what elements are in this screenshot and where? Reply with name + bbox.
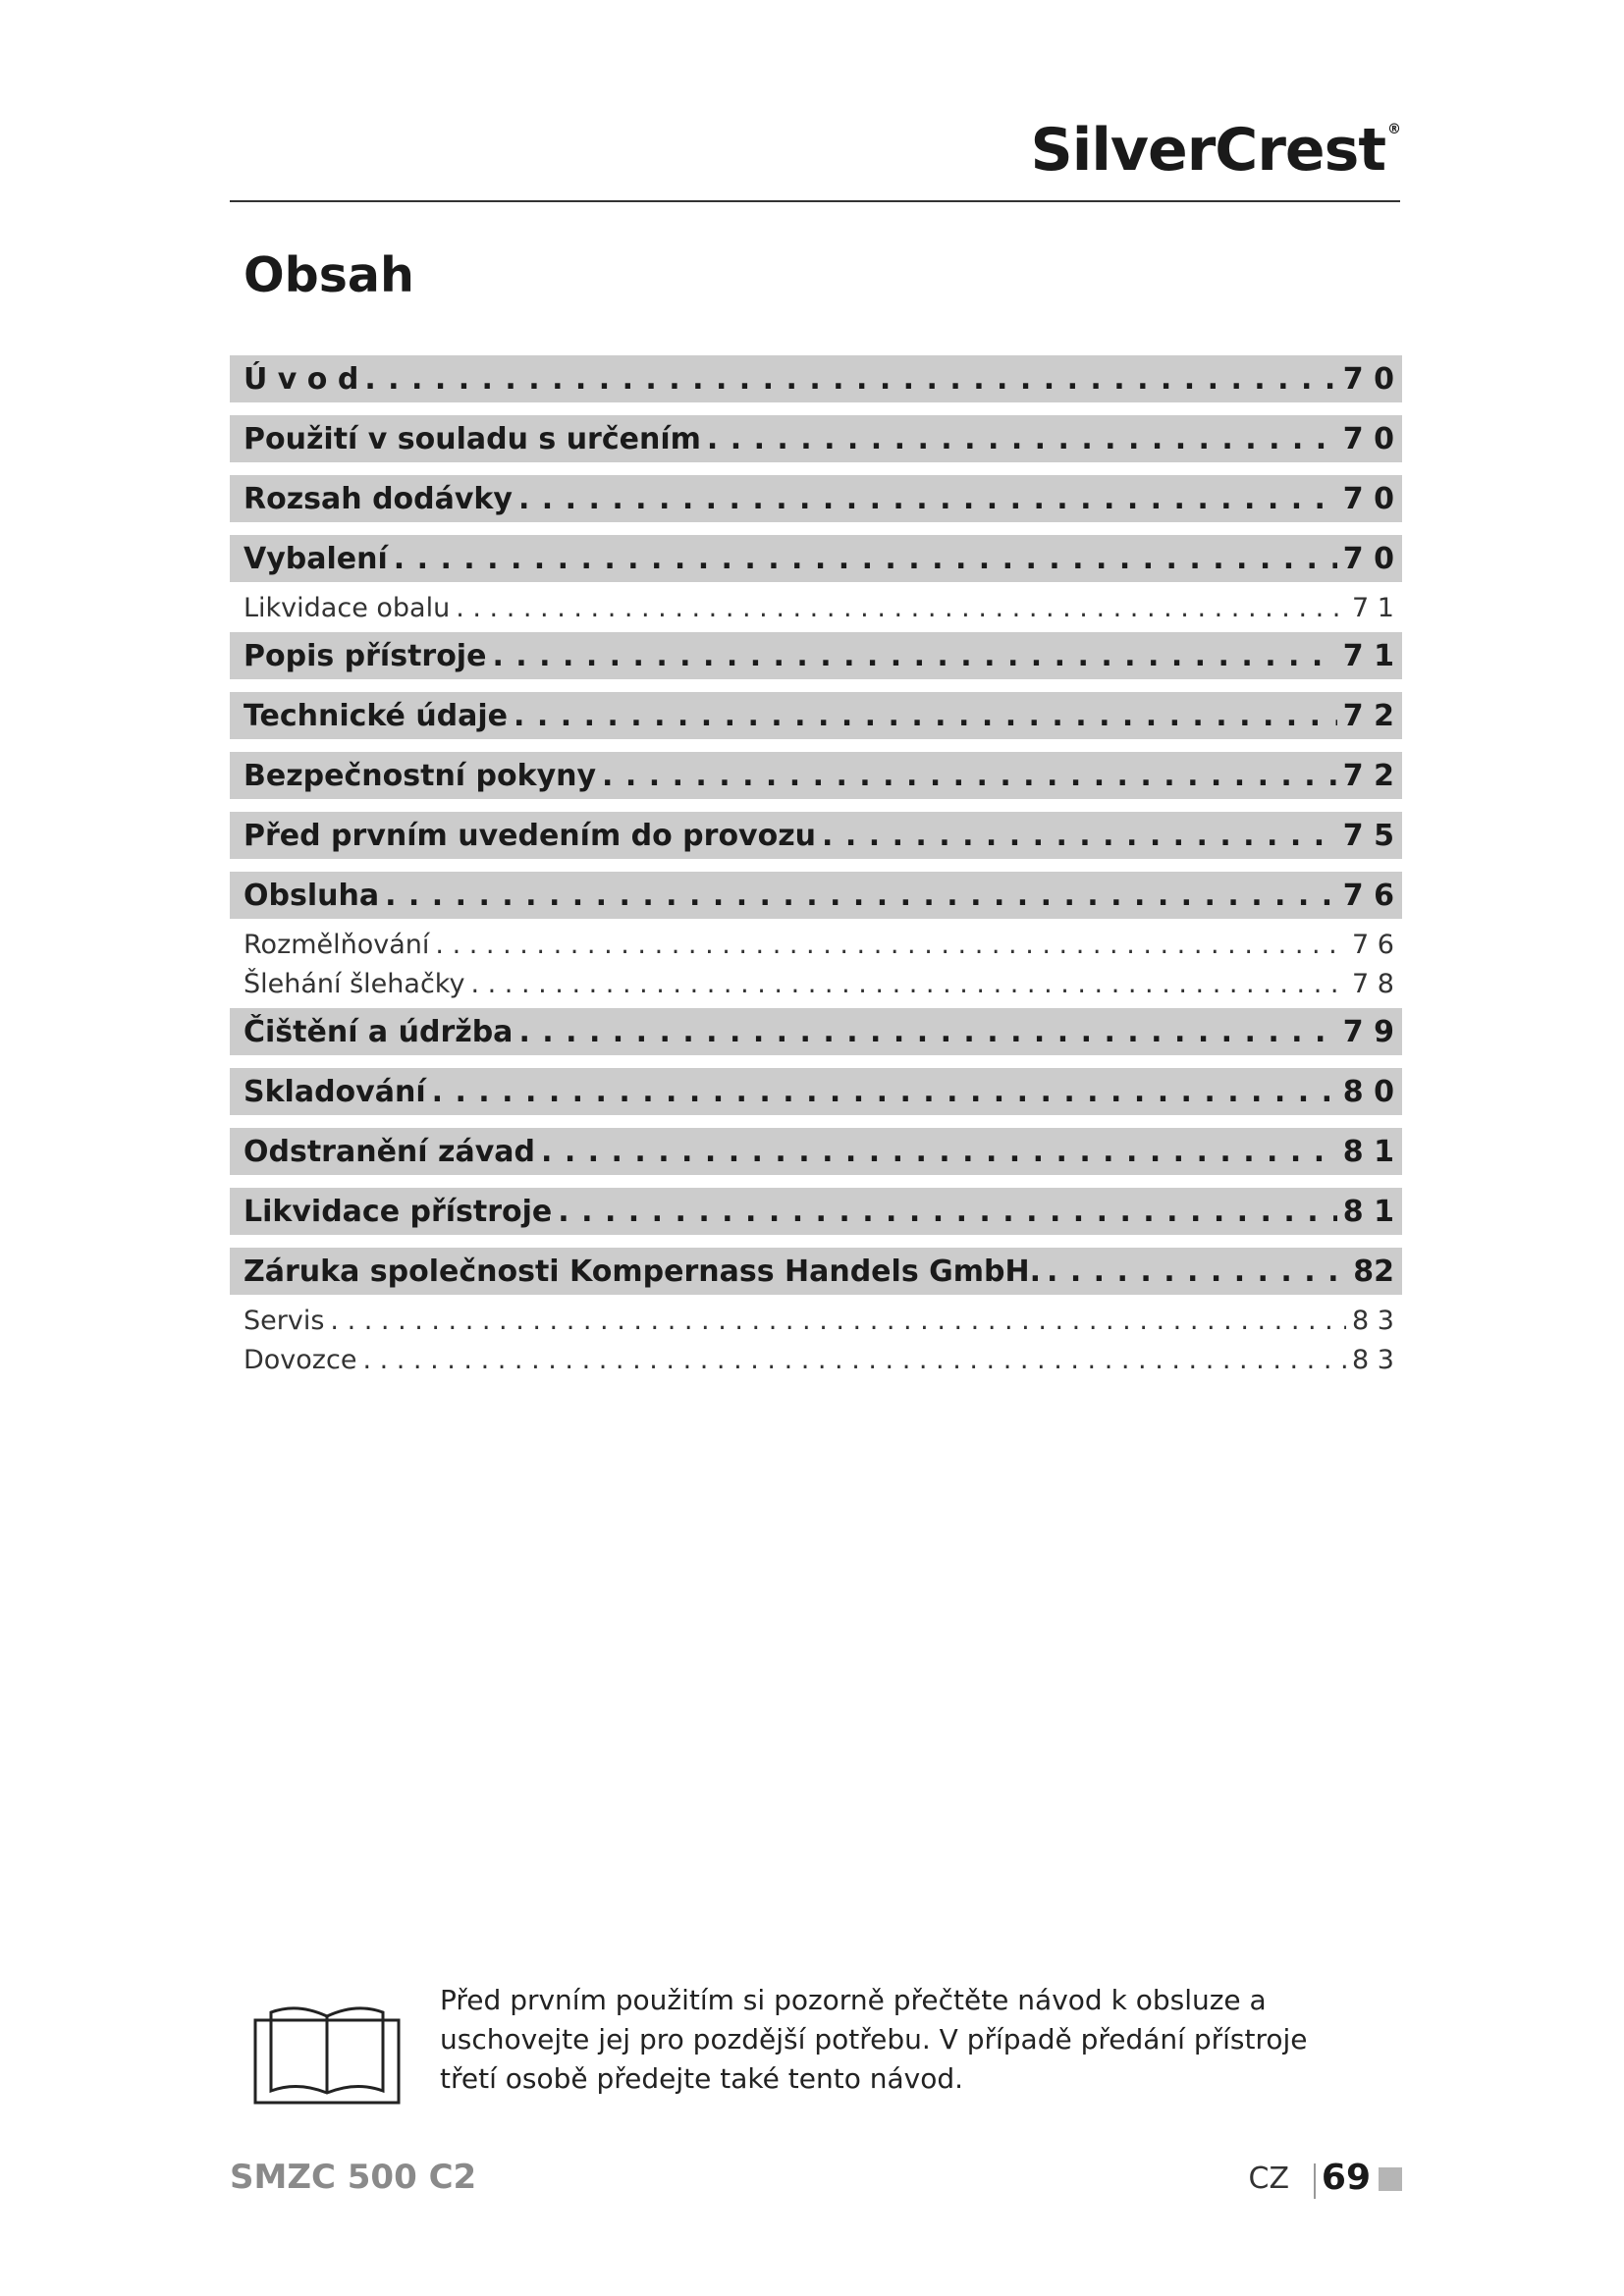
dot-leader	[492, 639, 1336, 673]
dot-leader	[362, 1345, 1346, 1375]
toc-entry-label: Šlehání šlehačky	[244, 968, 465, 999]
dot-leader	[541, 1135, 1337, 1169]
toc-entry-label: Vybalení	[244, 541, 388, 576]
toc-entry-label: Dovozce	[244, 1344, 357, 1375]
toc-entry-page: 8 0	[1342, 1074, 1394, 1109]
toc-entry-label: Odstranění závad	[244, 1134, 535, 1169]
toc-entry[interactable]	[230, 475, 1402, 522]
toc-entry[interactable]	[230, 872, 1402, 919]
dot-leader	[518, 482, 1337, 516]
toc-entry-page: 7 0	[1342, 421, 1394, 456]
page-footer	[230, 2158, 1402, 2207]
toc-entry-page: 7 6	[1342, 878, 1394, 913]
open-book-icon	[253, 1991, 401, 2105]
model-number: SMZC 500 C2	[230, 2158, 477, 2197]
notice-box	[253, 1981, 1402, 2113]
toc-entry-page: 7 9	[1342, 1014, 1394, 1049]
toc-subentry[interactable]	[230, 926, 1402, 963]
dot-leader	[1047, 1255, 1347, 1289]
registered-mark: ®	[1387, 122, 1400, 137]
toc-entry[interactable]	[230, 535, 1402, 582]
toc-entry[interactable]	[230, 1008, 1402, 1055]
toc-entry-page: 7 5	[1342, 818, 1394, 853]
toc-entry[interactable]	[230, 632, 1402, 679]
toc-subentry[interactable]	[230, 965, 1402, 1002]
toc-entry-page: 7 2	[1342, 698, 1394, 733]
dot-leader	[514, 699, 1337, 733]
toc-subentry[interactable]	[230, 1302, 1402, 1339]
page-title: Obsah	[244, 247, 414, 303]
toc-entry-label: Záruka společnosti Kompernass Handels GmbH.	[244, 1254, 1041, 1289]
header-rule	[230, 200, 1400, 202]
dot-leader	[432, 1075, 1337, 1109]
toc-entry-page: 7 1	[1342, 638, 1394, 673]
toc-entry-label: Likvidace obalu	[244, 592, 451, 623]
toc-entry[interactable]	[230, 1248, 1402, 1295]
toc-subentry[interactable]	[230, 589, 1402, 626]
toc-entry-label: Čištění a údržba	[244, 1014, 514, 1049]
dot-leader	[394, 542, 1337, 576]
toc-entry-label: Ú v o d	[244, 361, 359, 397]
dot-leader	[330, 1306, 1346, 1336]
toc-entry[interactable]	[230, 415, 1402, 462]
toc-entry-label: Před prvním uvedením do provozu	[244, 818, 817, 853]
toc-entry-page: 8 3	[1352, 1305, 1394, 1336]
brand-logo	[1031, 116, 1400, 185]
dot-leader	[602, 759, 1337, 793]
toc-entry-label: Likvidace přístroje	[244, 1194, 553, 1229]
square-marker-icon	[1379, 2167, 1402, 2191]
footer-divider	[1314, 2163, 1316, 2199]
toc-entry[interactable]	[230, 355, 1402, 402]
toc-entry-page: 7 0	[1342, 361, 1394, 397]
dot-leader	[470, 969, 1346, 999]
dot-leader	[558, 1195, 1337, 1229]
toc-entry[interactable]	[230, 692, 1402, 739]
dot-leader	[707, 422, 1337, 456]
dot-leader	[518, 1015, 1336, 1049]
toc-entry-page: 7 0	[1342, 481, 1394, 516]
toc-entry[interactable]	[230, 1188, 1402, 1235]
toc-entry-page: 7 1	[1352, 592, 1394, 623]
language-code: CZ	[1248, 2162, 1289, 2196]
toc-entry-label: Rozmělňování	[244, 929, 430, 960]
dot-leader	[364, 362, 1336, 397]
toc-entry-label: Použití v souladu s určením	[244, 421, 701, 456]
toc-entry[interactable]	[230, 1128, 1402, 1175]
notice-text: Před prvním použitím si pozorně přečtěte návod k obsluze a uschovejte jej pro pozdější potřebu. V případě předání přístroje třetí osobě předejte také tento návod.	[440, 1984, 1308, 2095]
toc-entry-page: 8 1	[1342, 1134, 1394, 1169]
toc-entry-page: 7 0	[1342, 541, 1394, 576]
toc-entry[interactable]	[230, 1068, 1402, 1115]
table-of-contents	[230, 355, 1402, 1384]
toc-entry-page: 7 2	[1342, 758, 1394, 793]
toc-entry-label: Popis přístroje	[244, 638, 487, 673]
toc-entry-label: Skladování	[244, 1074, 426, 1109]
dot-leader	[822, 819, 1337, 853]
toc-entry[interactable]	[230, 752, 1402, 799]
toc-entry-label: Technické údaje	[244, 698, 509, 733]
toc-entry-page: 8 1	[1342, 1194, 1394, 1229]
toc-entry-page: 7 8	[1352, 968, 1394, 999]
toc-subentry[interactable]	[230, 1341, 1402, 1378]
toc-entry-label: Obsluha	[244, 878, 380, 913]
page-number: 69	[1321, 2158, 1371, 2198]
toc-entry-label: Rozsah dodávky	[244, 481, 513, 516]
toc-entry[interactable]	[230, 812, 1402, 859]
toc-entry-label: Bezpečnostní pokyny	[244, 758, 597, 793]
toc-entry-label: Servis	[244, 1305, 325, 1336]
brand-name: SilverCrest	[1030, 116, 1385, 185]
toc-entry-page: 8 3	[1352, 1344, 1394, 1375]
dot-leader	[385, 879, 1337, 913]
dot-leader	[456, 593, 1346, 623]
toc-entry-page: 82	[1353, 1254, 1394, 1289]
toc-entry-page: 7 6	[1352, 929, 1394, 960]
dot-leader	[435, 930, 1346, 960]
